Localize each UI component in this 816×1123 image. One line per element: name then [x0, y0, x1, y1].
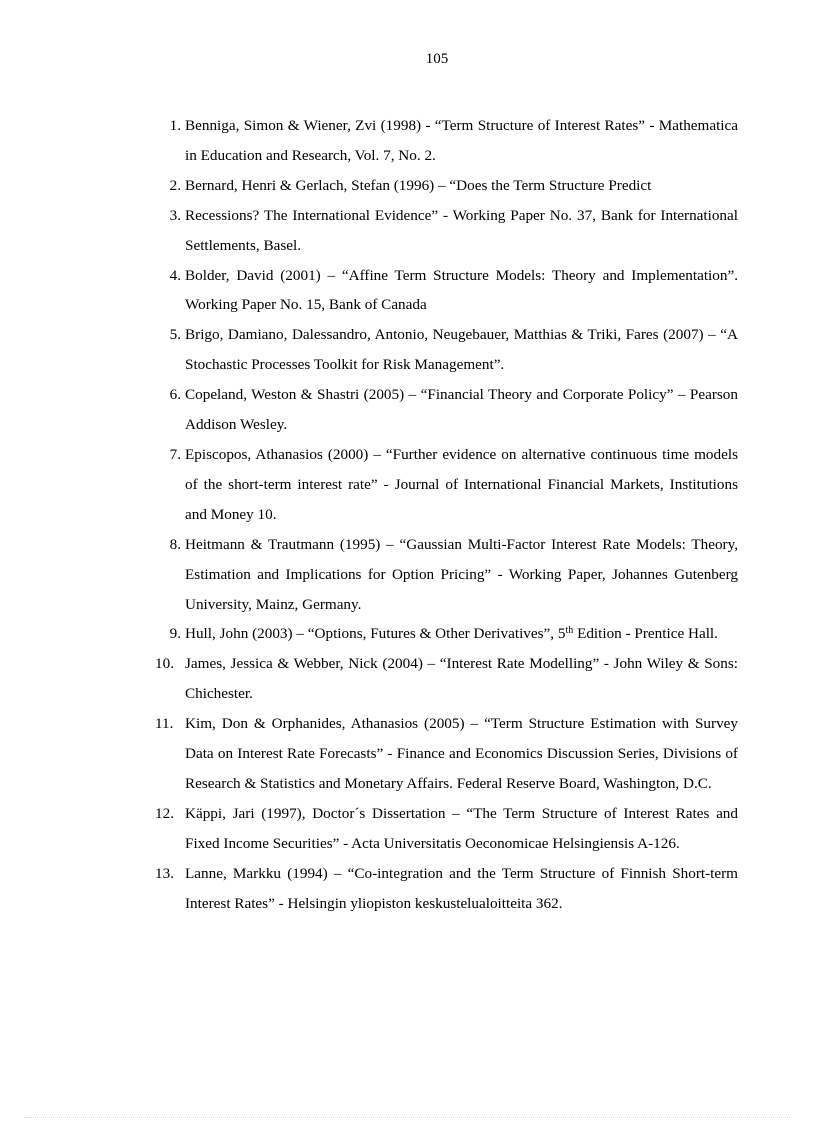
reference-item	[155, 530, 738, 620]
reference-item	[155, 649, 738, 709]
reference-text: Kim, Don & Orphanides, Athanasios (2005) – “Term Structure Estimation with Survey Data on Interest Rate Forecasts” - Finance and Economics Discussion Series, Divisions of Research & Statistics and Monetary Affairs. Federal Reserve Board, Washington, D.C.	[185, 715, 738, 792]
reference-number: 8.	[169, 535, 181, 553]
reference-text: Lanne, Markku (1994) – “Co-integration and the Term Structure of Finnish Short-term Interest Rates” - Helsingin yliopiston keskustelualoitteita 362.	[185, 864, 738, 912]
reference-text: Heitmann & Trautmann (1995) – “Gaussian Multi-Factor Interest Rate Models: Theory, Estimation and Implications for Option Pricing” - Working Paper, Johannes Gutenberg University, Mainz, Germany.	[185, 535, 738, 613]
reference-text: Brigo, Damiano, Dalessandro, Antonio, Neugebauer, Matthias & Triki, Fares (2007) – “A Stochastic Processes Toolkit for Risk Management”.	[185, 326, 738, 374]
reference-text-part: Edition - Prentice Hall.	[573, 625, 718, 643]
reference-item	[155, 709, 738, 799]
reference-number: 9.	[169, 625, 181, 643]
page-bottom-divider	[24, 1117, 792, 1118]
reference-number: 1.	[169, 117, 181, 134]
reference-text	[185, 619, 738, 649]
reference-item	[155, 440, 738, 530]
reference-item	[155, 201, 738, 261]
superscript: th	[565, 625, 574, 637]
reference-text: Bolder, David (2001) – “Affine Term Structure Models: Theory and Implementation”. Working Paper No. 15, Bank of Canada	[185, 266, 738, 314]
reference-text: James, Jessica & Webber, Nick (2004) – “Interest Rate Modelling” - John Wiley & Sons: Chichester.	[185, 655, 738, 703]
reference-text: Episcopos, Athanasios (2000) – “Further evidence on alternative continuous time models of the short-term interest rate” - Journal of International Financial Markets, Institutions and Money 10.	[185, 445, 738, 523]
reference-number: 2.	[169, 176, 181, 194]
reference-number: 3.	[169, 206, 181, 224]
reference-item	[155, 859, 738, 919]
reference-item	[155, 261, 738, 321]
reference-number: 4.	[169, 266, 181, 284]
reference-number: 10.	[155, 655, 174, 673]
reference-text: Copeland, Weston & Shastri (2005) – “Financial Theory and Corporate Policy” – Pearson Addison Wesley.	[185, 386, 738, 434]
reference-text: Bernard, Henri & Gerlach, Stefan (1996) – “Does the Term Structure Predict	[185, 176, 652, 194]
reference-item	[155, 619, 738, 649]
reference-item	[155, 320, 738, 380]
reference-number: 11.	[155, 715, 174, 733]
reference-number: 13.	[155, 864, 174, 882]
page-number: 105	[425, 51, 449, 67]
reference-item	[155, 380, 738, 440]
reference-number: 5.	[169, 326, 181, 344]
reference-item	[155, 171, 738, 201]
reference-text: Käppi, Jari (1997), Doctor´s Dissertation – “The Term Structure of Interest Rates and Fixed Income Securities” - Acta Universitatis Oeconomicae Helsingiensis A-126.	[185, 804, 738, 852]
reference-item	[155, 799, 738, 859]
reference-number: 7.	[169, 445, 181, 463]
reference-text: Recessions? The International Evidence” - Working Paper No. 37, Bank for International Settlements, Basel.	[185, 206, 738, 254]
reference-list	[155, 111, 738, 918]
reference-item	[155, 111, 738, 171]
reference-text-part: Hull, John (2003) – “Options, Futures & Other Derivatives”, 5	[185, 625, 566, 643]
reference-text: Benniga, Simon & Wiener, Zvi (1998) - “Term Structure of Interest Rates” - Mathematica in Education and Research, Vol. 7, No. 2.	[185, 117, 738, 164]
reference-number: 6.	[169, 386, 181, 404]
reference-number: 12.	[155, 804, 174, 822]
